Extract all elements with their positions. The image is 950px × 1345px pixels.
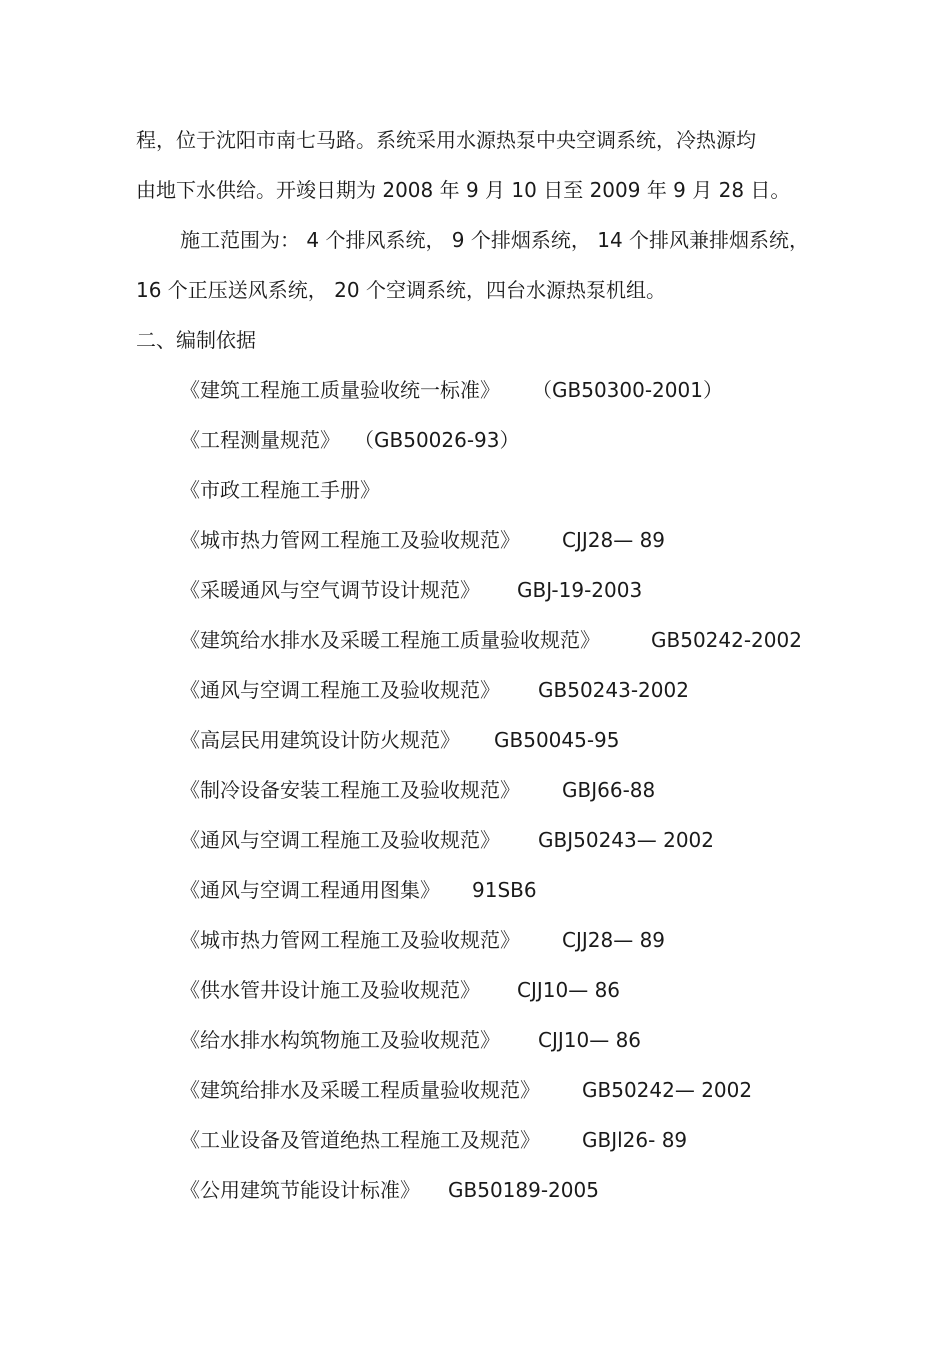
intro-line-2: 由地下水供给。开竣日期为 2008 年 9 月 10 日至 2009 年 9 月 28 日。 (136, 178, 791, 202)
reference-title: 《建筑工程施工质量验收统一标准》 (180, 378, 500, 402)
reference-code: GBJ66-88 (562, 778, 656, 802)
reference-code: CJJ28— 89 (562, 928, 666, 952)
reference-code: 91SB6 (472, 878, 537, 902)
reference-title: 《建筑给排水及采暖工程质量验收规范》 (180, 1078, 540, 1102)
reference-code: GBJl26- 89 (582, 1128, 688, 1152)
reference-code: CJJ28— 89 (562, 528, 666, 552)
reference-title: 《高层民用建筑设计防火规范》 (180, 728, 460, 752)
reference-item (180, 877, 537, 903)
intro-line-3: 施工范围为： 4 个排风系统， 9 个排烟系统， 14 个排风兼排烟系统， (180, 228, 810, 252)
reference-item (180, 727, 620, 753)
intro-line-1: 程，位于沈阳市南七马路。系统采用水源热泵中央空调系统，冷热源均 (136, 128, 756, 152)
reference-code: GB50045-95 (494, 728, 620, 752)
reference-title: 《工程测量规范》 (180, 428, 340, 452)
reference-code: GBJ-19-2003 (517, 578, 643, 602)
reference-code: CJJ10— 86 (517, 978, 621, 1002)
reference-title: 《公用建筑节能设计标准》 (180, 1178, 420, 1202)
reference-title: 《通风与空调工程通用图集》 (180, 878, 440, 902)
reference-title: 《城市热力管网工程施工及验收规范》 (180, 528, 520, 552)
reference-title: 《供水管井设计施工及验收规范》 (180, 978, 480, 1002)
reference-title: 《给水排水构筑物施工及验收规范》 (180, 1028, 500, 1052)
intro-line-4: 16 个正压送风系统， 20 个空调系统，四台水源热泵机组。 (136, 278, 666, 302)
reference-item (180, 827, 714, 853)
reference-item (180, 377, 723, 403)
reference-code: CJJ10— 86 (538, 1028, 642, 1052)
reference-title: 《采暖通风与空气调节设计规范》 (180, 578, 480, 602)
reference-item (180, 1177, 599, 1203)
reference-item (180, 627, 802, 653)
reference-title: 《市政工程施工手册》 (180, 478, 380, 502)
reference-item (180, 1077, 753, 1103)
reference-title: 《建筑给水排水及采暖工程施工质量验收规范》 (180, 628, 600, 652)
reference-item (180, 977, 621, 1003)
reference-title: 《工业设备及管道绝热工程施工及规范》 (180, 1128, 540, 1152)
reference-item (180, 677, 689, 703)
reference-title: 《城市热力管网工程施工及验收规范》 (180, 928, 520, 952)
reference-item (180, 927, 666, 953)
reference-code: GBJ50243— 2002 (538, 828, 714, 852)
reference-item (180, 577, 643, 603)
reference-item (180, 1127, 688, 1153)
reference-code: GB50189-2005 (448, 1178, 599, 1202)
reference-code: GB50242-2002 (651, 628, 802, 652)
reference-title: 《制冷设备安装工程施工及验收规范》 (180, 778, 520, 802)
reference-code: GB50243-2002 (538, 678, 689, 702)
reference-code: GB50242— 2002 (582, 1078, 753, 1102)
reference-code: （GB50026-93） (354, 428, 520, 452)
reference-title: 《通风与空调工程施工及验收规范》 (180, 678, 500, 702)
reference-item (180, 777, 656, 803)
reference-item (180, 427, 520, 453)
section-heading: 二、编制依据 (136, 328, 256, 352)
reference-item (180, 527, 666, 553)
reference-item (180, 477, 380, 503)
reference-title: 《通风与空调工程施工及验收规范》 (180, 828, 500, 852)
reference-code: （GB50300-2001） (532, 378, 723, 402)
reference-item (180, 1027, 642, 1053)
